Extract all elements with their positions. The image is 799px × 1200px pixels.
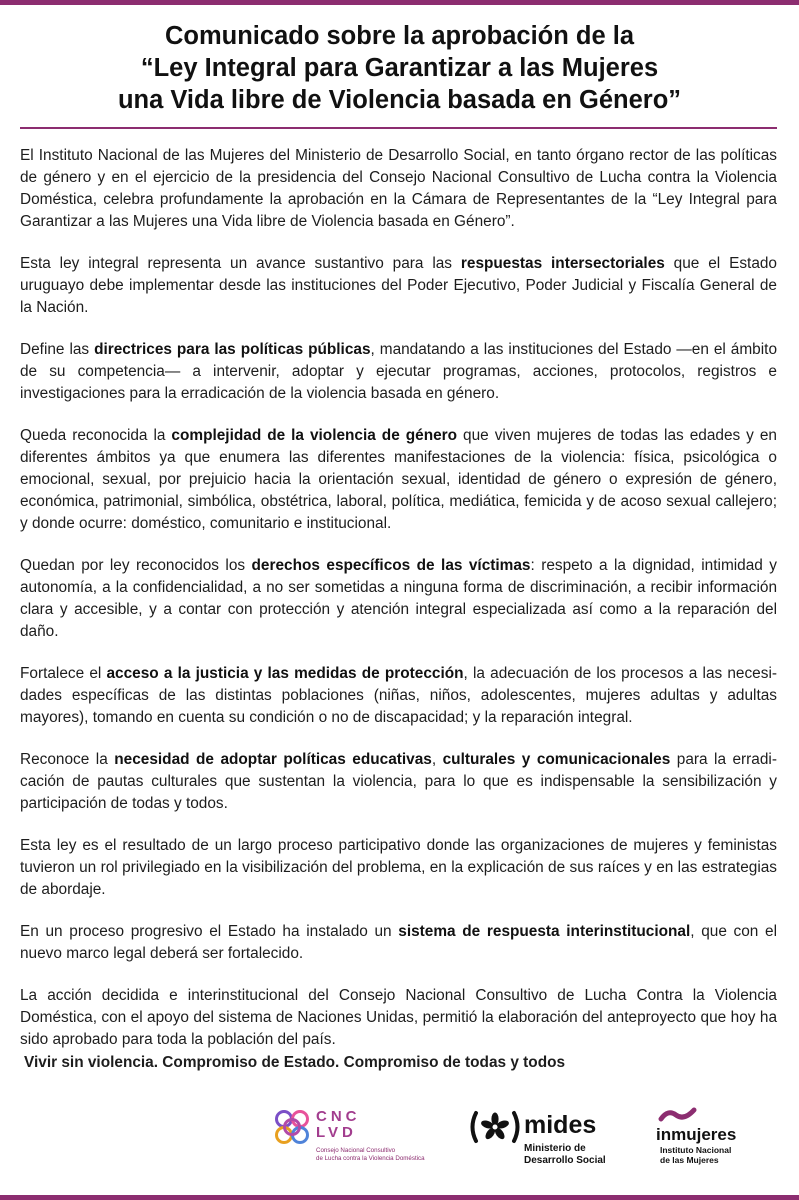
- cnclvd-sub-1: Consejo Nacional Consultivo: [316, 1147, 396, 1154]
- inmujeres-logo: [656, 1105, 776, 1171]
- mides-subtitle: [524, 1143, 606, 1167]
- inmujeres-sub-2: de las Mujeres: [660, 1155, 719, 1165]
- emphasis-text: complejidad de la violencia de género: [171, 427, 458, 444]
- mides-wordmark: mides: [524, 1111, 597, 1139]
- title-line-1: Comunicado sobre la aprobación de la: [164, 22, 634, 50]
- paragraph-text: El Instituto Nacional de las Mujeres del Ministerio de Desarrollo Social, en tanto órgano rector de las políticas de género y en el ejercicio de la presidencia del Consejo Nacional Consultivo de Lucha contra la Violencia Doméstica, celebra profundamente la aprobación en la Cámara de Representantes de la “Ley Integral para Garantizar a las Mujeres una Vida libre de Violencia basada en Género”.: [20, 147, 777, 230]
- body-text: [20, 145, 777, 1071]
- paragraph-text: , la adecuación de los procesos a las necesidades específicas de las distintas poblaciones (niñas, niños, adolescentes, mujeres adultas y adultas mayores), tomando en cuenta su condición o no de discapacidad; y la reparación integral.: [20, 665, 778, 726]
- paragraph-text: ,: [431, 751, 443, 768]
- title-line-3: una Vida libre de Violencia basada en Género”: [117, 86, 682, 114]
- paragraph-text: , que con el nuevo marco legal deberá ser fortalecido.: [20, 923, 778, 962]
- paragraph-text: En un proceso progresivo el Estado ha instalado un: [20, 923, 399, 940]
- paragraph-text: para la erradicación de pautas culturales que sustentan la violencia, para lo que es indispensable la sensibilización y participación de todas y todos.: [20, 751, 777, 812]
- document-title: [20, 20, 779, 116]
- cnclvd-subtitle: [316, 1147, 425, 1162]
- mides-logo: [468, 1110, 618, 1170]
- emphasis-text: derechos específicos de las víctimas: [251, 557, 531, 574]
- emphasis-text: respuestas intersectoriales: [460, 255, 665, 272]
- mides-sub-1: Ministerio de: [524, 1143, 586, 1154]
- emphasis-text: directrices para las políticas públicas: [94, 341, 371, 358]
- emphasis-text: sistema de respuesta interinstitucional: [398, 923, 691, 940]
- paragraph-text: Esta ley es el resultado de un largo proceso participativo donde las organizaciones de mujeres y feministas tuvieron un rol privilegiado en la visibilización del problema, en la explicación de sus raíces y en las estrategias de abordaje.: [20, 837, 777, 898]
- paragraph-text: Fortalece el: [20, 665, 107, 682]
- body-paragraph: [20, 339, 777, 405]
- body-paragraph: [20, 921, 777, 965]
- closing-statement: Vivir sin violencia. Compromiso de Estado. Compromiso de todas y todos: [24, 1054, 566, 1071]
- mides-flower-icon: [468, 1110, 522, 1144]
- cnclvd-sub-2: de Lucha contra la Violencia Doméstica: [316, 1154, 425, 1162]
- body-paragraph: [20, 835, 777, 901]
- paragraph-text: , mandatando a las instituciones del Estado —en el ámbito de su competencia— a intervenir, adoptar y ejecutar programas, acciones, protocolos, registros e investigaciones para la erradicación de la violencia basada en género.: [20, 341, 777, 402]
- inmujeres-wordmark: inmujeres: [656, 1125, 737, 1144]
- body-paragraph: [20, 663, 777, 729]
- paragraph-text: Reconoce la: [20, 751, 115, 768]
- inmujeres-sub-1: Instituto Nacional: [660, 1145, 732, 1155]
- body-paragraph: [20, 555, 777, 643]
- cnclvd-wordmark: [316, 1109, 361, 1141]
- paragraph-text: que el Estado uruguayo debe implementar desde las instituciones del Poder Ejecutivo, Poder Judicial y Fiscalía General de la Nación.: [20, 255, 777, 316]
- emphasis-text: acceso a la justicia y las medidas de protección: [106, 665, 464, 682]
- paragraph-text: : respeto a la dignidad, intimidad y autonomía, a la confidencialidad, a no ser sometidas a ninguna forma de discriminación, a recibir información clara y accesible, y a contar con protección y atención integral especializada así como a la reparación del daño.: [20, 557, 777, 640]
- body-paragraph: [20, 145, 777, 233]
- body-paragraph: [20, 749, 777, 815]
- body-paragraph: [20, 985, 777, 1051]
- cnclvd-line-1: CNC: [316, 1108, 361, 1125]
- cnclvd-logo: [272, 1107, 462, 1169]
- paragraph-text: Esta ley integral representa un avance sustantivo para las: [20, 255, 461, 272]
- paragraph-text: Define las: [20, 341, 95, 358]
- emphasis-text: culturales y comunicacionales: [442, 751, 671, 768]
- top-border: [0, 0, 799, 5]
- title-line-2: “Ley Integral para Garantizar a las Mujeres: [140, 54, 659, 82]
- paragraph-text: que viven mujeres de todas las edades y en diferentes ámbitos ya que enumera las diferentes manifestaciones de la violencia: física, psicológica o emocional, sexual, por prejuicio hacia la orientación sexual, identidad de género o expresión de género, económica, patrimonial, simbólica, obstétrica, laboral, política, mediática, femicida y de acoso sexual callejero; y donde ocurre: doméstico, comunitario e institucional.: [20, 427, 777, 532]
- cnclvd-line-2: LVD: [316, 1124, 357, 1141]
- paragraph-text: Queda reconocida la: [20, 427, 172, 444]
- paragraph-text: La acción decidida e interinstitucional del Consejo Nacional Consultivo de Lucha Contra la Violencia Doméstica, con el apoyo del sistema de Naciones Unidas, permitió la elaboración del anteproyecto que hoy ha sido aprobado para toda la población del país.: [20, 987, 777, 1048]
- inmujeres-swoosh-icon: [658, 1105, 698, 1125]
- title-divider: [20, 127, 777, 129]
- body-paragraph: [20, 425, 777, 535]
- mides-sub-2: Desarrollo Social: [524, 1155, 606, 1166]
- emphasis-text: necesidad de adoptar políticas educativas: [114, 751, 432, 768]
- body-paragraph: [20, 253, 777, 319]
- paragraph-text: Quedan por ley reconocidos los: [20, 557, 252, 574]
- inmujeres-subtitle: [660, 1145, 731, 1165]
- cnclvd-emblem-icon: [272, 1107, 312, 1147]
- bottom-border: [0, 1195, 799, 1200]
